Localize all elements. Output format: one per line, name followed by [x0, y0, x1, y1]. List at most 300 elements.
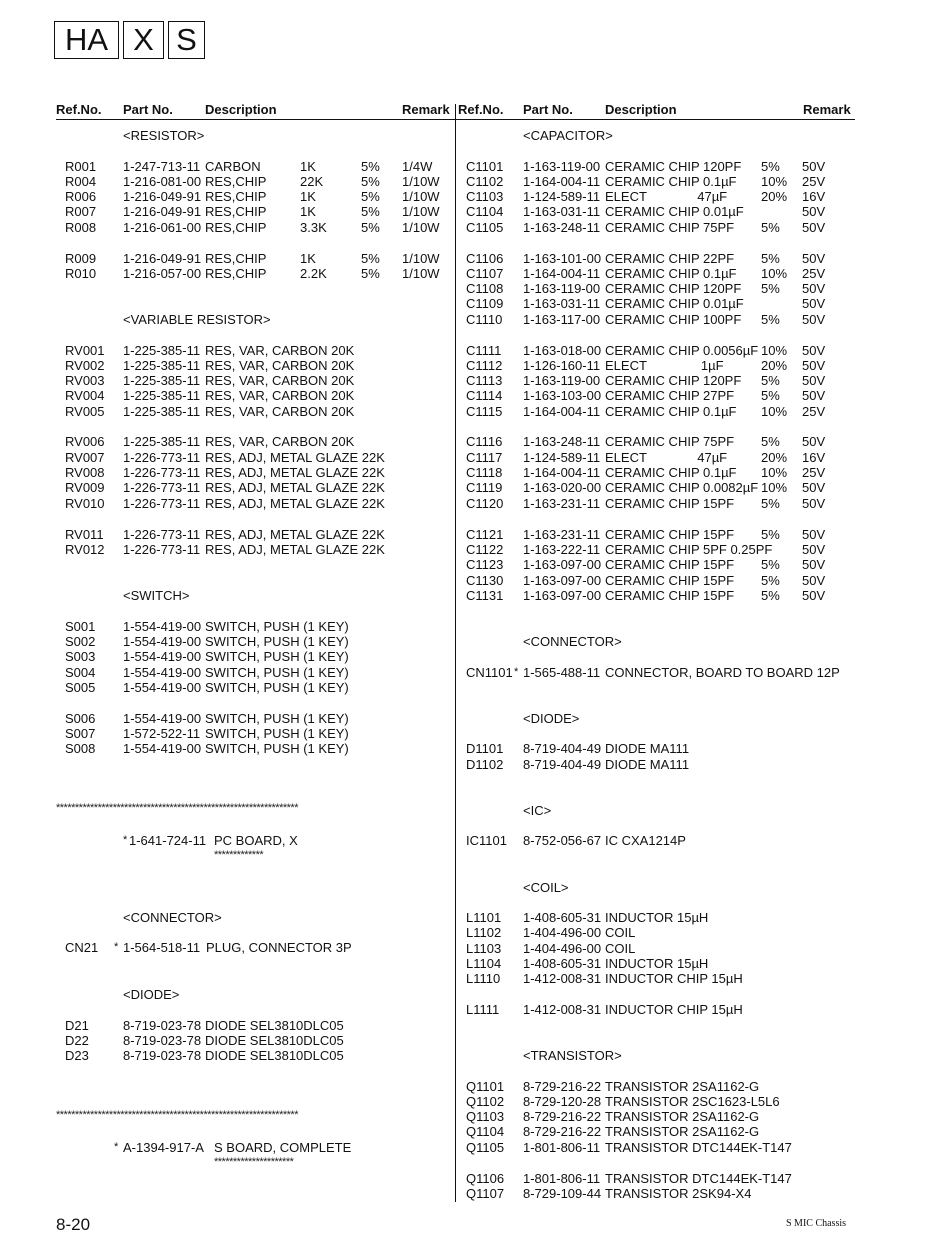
- ref-no: S002: [65, 634, 96, 649]
- part-no: 1-163-119-00: [523, 281, 601, 296]
- ref-no: RV001: [65, 343, 105, 358]
- tolerance: 5%: [761, 527, 780, 542]
- part-no: 1-641-724-11: [129, 833, 207, 848]
- ref-no: L1103: [466, 941, 502, 956]
- part-no: 8-719-023-78: [123, 1048, 202, 1063]
- ref-no: RV009: [65, 480, 105, 495]
- header-remark-right: Remark: [803, 102, 851, 117]
- description: CERAMIC CHIP 0.0082µF: [605, 480, 759, 495]
- tolerance: 20%: [761, 358, 788, 373]
- description: CERAMIC CHIP 0.1µF: [605, 465, 737, 480]
- ref-no: L1111: [466, 1002, 500, 1017]
- part-no: 1-163-097-00: [523, 588, 602, 603]
- ref-no: CN21: [65, 940, 99, 955]
- part-no: 1-408-605-31: [523, 910, 602, 925]
- part-no: 1-554-419-00: [123, 741, 202, 756]
- description: RES, ADJ, METAL GLAZE 22K: [205, 496, 385, 511]
- value: 3.3K: [300, 220, 327, 235]
- page-number: 8-20: [56, 1215, 91, 1234]
- ref-no: C1105: [466, 220, 504, 235]
- ref-no: C1121: [466, 527, 504, 542]
- ref-no: Q1103: [466, 1109, 505, 1124]
- voltage: 50V: [802, 557, 826, 572]
- section-title-coil: <COIL>: [523, 880, 569, 895]
- part-no: 8-752-056-67: [523, 833, 602, 848]
- service-mark-icon: *: [123, 834, 128, 846]
- description: SWITCH, PUSH (1 KEY): [205, 680, 349, 695]
- tolerance: 5%: [761, 251, 780, 266]
- voltage: 25V: [802, 266, 826, 281]
- underline-stars: *********************: [214, 1156, 294, 1168]
- service-mark-icon: *: [514, 666, 519, 678]
- ref-no: Q1101: [466, 1079, 505, 1094]
- part-no: 1-801-806-11: [523, 1140, 601, 1155]
- separator-line: ****************************************************************: [56, 802, 298, 814]
- description: CERAMIC CHIP 0.1µF: [605, 174, 737, 189]
- description: CERAMIC CHIP 120PF: [605, 159, 742, 174]
- ref-no: Q1106: [466, 1171, 505, 1186]
- voltage: 25V: [802, 404, 826, 419]
- ref-no: C1131: [466, 588, 504, 603]
- description: CERAMIC CHIP 0.1µF: [605, 404, 737, 419]
- description: RES, VAR, CARBON 20K: [205, 388, 355, 403]
- description: CERAMIC CHIP 22PF: [605, 251, 735, 266]
- header-desc-right: Description: [605, 102, 677, 117]
- description: SWITCH, PUSH (1 KEY): [205, 649, 349, 664]
- header-remark-left: Remark: [402, 102, 450, 117]
- voltage: 50V: [802, 373, 826, 388]
- part-no: 1-226-773-11: [123, 542, 201, 557]
- part-no: 1-163-103-00: [523, 388, 602, 403]
- ref-no: C1116: [466, 434, 503, 449]
- voltage: 50V: [802, 588, 826, 603]
- description: CERAMIC CHIP 15PF: [605, 588, 735, 603]
- description: TRANSISTOR DTC144EK-T147: [605, 1140, 792, 1155]
- description: RES, VAR, CARBON 20K: [205, 434, 355, 449]
- description: INDUCTOR 15µH: [605, 956, 709, 971]
- description: RES, VAR, CARBON 20K: [205, 373, 355, 388]
- description: ELECT 1µF: [605, 358, 724, 373]
- column-divider: [455, 104, 456, 1202]
- ref-no: C1106: [466, 251, 504, 266]
- part-no: 1-216-049-91: [123, 189, 202, 204]
- description: CERAMIC CHIP 5PF 0.25PF: [605, 542, 773, 557]
- tolerance: 10%: [761, 404, 788, 419]
- section-title-switch: <SWITCH>: [123, 588, 190, 603]
- description: CERAMIC CHIP 120PF: [605, 373, 742, 388]
- ref-no: Q1107: [466, 1186, 505, 1201]
- voltage: 25V: [802, 174, 826, 189]
- ref-no: Q1102: [466, 1094, 505, 1109]
- part-no: 8-729-216-22: [523, 1109, 602, 1124]
- ref-no: L1102: [466, 925, 502, 940]
- voltage: 50V: [802, 542, 826, 557]
- part-no: 1-225-385-11: [123, 373, 201, 388]
- description: INDUCTOR CHIP 15µH: [605, 971, 743, 986]
- part-no: 1-247-713-11: [123, 159, 201, 174]
- part-no: 8-729-216-22: [523, 1079, 602, 1094]
- description: TRANSISTOR 2SA1162-G: [605, 1124, 760, 1139]
- ref-no: C1110: [466, 312, 503, 327]
- part-no: 1-554-419-00: [123, 619, 202, 634]
- description: RES, ADJ, METAL GLAZE 22K: [205, 450, 385, 465]
- ref-no: C1101: [466, 159, 504, 174]
- part-no: 1-163-119-00: [523, 373, 601, 388]
- voltage: 50V: [802, 281, 826, 296]
- description: CERAMIC CHIP 15PF: [605, 573, 735, 588]
- rating: 1/10W: [402, 204, 440, 219]
- ref-no: CN1101: [466, 665, 513, 680]
- tab-s[interactable]: S: [168, 21, 205, 59]
- part-no: 8-719-404-49: [523, 757, 602, 772]
- tolerance: 5%: [761, 434, 780, 449]
- description: TRANSISTOR DTC144EK-T147: [605, 1171, 792, 1186]
- description: RES,CHIP: [205, 174, 267, 189]
- rating: 1/10W: [402, 266, 440, 281]
- value: 1K: [300, 159, 316, 174]
- part-no: 1-164-004-11: [523, 404, 601, 419]
- tab-x[interactable]: X: [123, 21, 164, 59]
- description: SWITCH, PUSH (1 KEY): [205, 665, 349, 680]
- part-no: 1-163-101-00: [523, 251, 602, 266]
- ref-no: RV007: [65, 450, 105, 465]
- part-no: 1-225-385-11: [123, 434, 201, 449]
- tolerance: 10%: [761, 174, 788, 189]
- ref-no: RV003: [65, 373, 105, 388]
- description: DIODE SEL3810DLC05: [205, 1018, 344, 1033]
- part-no: 8-729-216-22: [523, 1124, 602, 1139]
- board-tabs: [54, 21, 209, 59]
- tolerance: 5%: [761, 220, 780, 235]
- rating: 1/4W: [402, 159, 433, 174]
- ref-no: RV008: [65, 465, 105, 480]
- part-no: 1-225-385-11: [123, 358, 201, 373]
- description: DIODE MA111: [605, 741, 690, 756]
- ref-no: D21: [65, 1018, 89, 1033]
- part-no: 1-126-160-11: [523, 358, 601, 373]
- section-title-connector: <CONNECTOR>: [123, 910, 222, 925]
- part-no: 8-719-023-78: [123, 1033, 202, 1048]
- part-no: 1-164-004-11: [523, 174, 601, 189]
- part-no: 1-226-773-11: [123, 450, 201, 465]
- description: PC BOARD, X: [214, 833, 298, 848]
- ref-no: RV005: [65, 404, 105, 419]
- part-no: 1-565-488-11: [523, 665, 601, 680]
- description: CERAMIC CHIP 15PF: [605, 496, 735, 511]
- part-no: 1-163-222-11: [523, 542, 601, 557]
- part-no: 1-163-020-00: [523, 480, 602, 495]
- tolerance: 5%: [761, 388, 780, 403]
- description: TRANSISTOR 2SC1623-L5L6: [605, 1094, 780, 1109]
- ref-no: C1120: [466, 496, 504, 511]
- ref-no: S006: [65, 711, 96, 726]
- ref-no: L1104: [466, 956, 502, 971]
- tolerance: 5%: [361, 251, 380, 266]
- tolerance: 5%: [361, 204, 380, 219]
- description: RES,CHIP: [205, 220, 267, 235]
- description: S BOARD, COMPLETE: [214, 1140, 352, 1155]
- tolerance: 5%: [761, 588, 780, 603]
- description: COIL: [605, 925, 636, 940]
- tolerance: 10%: [761, 465, 788, 480]
- section-title-capacitor: <CAPACITOR>: [523, 128, 613, 143]
- voltage: 50V: [802, 527, 826, 542]
- description: CERAMIC CHIP 27PF: [605, 388, 735, 403]
- part-no: 1-404-496-00: [523, 941, 602, 956]
- value: 2.2K: [300, 266, 327, 281]
- part-no: 1-216-057-00: [123, 266, 202, 281]
- part-no: 1-163-248-11: [523, 434, 601, 449]
- part-no: 1-124-589-11: [523, 189, 601, 204]
- service-mark-icon: *: [114, 1141, 119, 1153]
- value: 1K: [300, 189, 316, 204]
- voltage: 50V: [802, 204, 826, 219]
- tolerance: 5%: [361, 189, 380, 204]
- description: PLUG, CONNECTOR 3P: [206, 940, 352, 955]
- tolerance: 5%: [761, 373, 780, 388]
- tolerance: 5%: [361, 159, 380, 174]
- description: ELECT 47µF: [605, 189, 728, 204]
- description: RES, VAR, CARBON 20K: [205, 358, 355, 373]
- part-no: 1-226-773-11: [123, 465, 201, 480]
- description: RES, ADJ, METAL GLAZE 22K: [205, 527, 385, 542]
- voltage: 50V: [802, 159, 826, 174]
- ref-no: C1130: [466, 573, 504, 588]
- part-no: 1-226-773-11: [123, 480, 201, 495]
- part-no: 1-163-117-00: [523, 312, 601, 327]
- part-no: 1-163-119-00: [523, 159, 601, 174]
- ref-no: C1112: [466, 358, 503, 373]
- part-no: 1-163-248-11: [523, 220, 601, 235]
- ref-no: C1102: [466, 174, 504, 189]
- voltage: 50V: [802, 573, 826, 588]
- tolerance: 5%: [361, 220, 380, 235]
- description: RES,CHIP: [205, 204, 267, 219]
- part-no: 1-164-004-11: [523, 266, 601, 281]
- tolerance: 5%: [361, 174, 380, 189]
- voltage: 25V: [802, 465, 826, 480]
- description: SWITCH, PUSH (1 KEY): [205, 634, 349, 649]
- description: RES, ADJ, METAL GLAZE 22K: [205, 542, 385, 557]
- ref-no: C1103: [466, 189, 504, 204]
- part-no: 1-801-806-11: [523, 1171, 601, 1186]
- part-no: 1-163-097-00: [523, 557, 602, 572]
- part-no: A-1394-917-A: [123, 1140, 204, 1155]
- part-no: 1-225-385-11: [123, 343, 201, 358]
- part-no: 8-719-404-49: [523, 741, 602, 756]
- section-title-resistor: <RESISTOR>: [123, 128, 205, 143]
- voltage: 50V: [802, 434, 826, 449]
- ref-no: C1109: [466, 296, 504, 311]
- description: CERAMIC CHIP 75PF: [605, 434, 735, 449]
- description: CERAMIC CHIP 100PF: [605, 312, 742, 327]
- header-ref-right: Ref.No.: [458, 102, 504, 117]
- ref-no: S004: [65, 665, 96, 680]
- voltage: 50V: [802, 312, 826, 327]
- part-no: 1-554-419-00: [123, 665, 202, 680]
- part-no: 1-225-385-11: [123, 388, 201, 403]
- ref-no: L1110: [466, 971, 501, 986]
- description: CERAMIC CHIP 0.1µF: [605, 266, 737, 281]
- ref-no: IC1101: [466, 833, 507, 848]
- section-title-ic: <IC>: [523, 803, 552, 818]
- ref-no: R004: [65, 174, 97, 189]
- part-no: 1-554-419-00: [123, 711, 202, 726]
- ref-no: D1101: [466, 741, 504, 756]
- part-no: 1-163-031-11: [523, 204, 601, 219]
- tolerance: 10%: [761, 343, 788, 358]
- part-no: 1-408-605-31: [523, 956, 602, 971]
- part-no: 1-164-004-11: [523, 465, 601, 480]
- part-no: 8-719-023-78: [123, 1018, 202, 1033]
- section-title-diode: <DIODE>: [123, 987, 180, 1002]
- description: RES, VAR, CARBON 20K: [205, 343, 355, 358]
- tolerance: 5%: [361, 266, 380, 281]
- description: CERAMIC CHIP 0.0056µF: [605, 343, 759, 358]
- description: CERAMIC CHIP 120PF: [605, 281, 742, 296]
- chassis-name: S MIC Chassis: [786, 1218, 847, 1229]
- description: RES, ADJ, METAL GLAZE 22K: [205, 480, 385, 495]
- tolerance: 20%: [761, 189, 788, 204]
- ref-no: C1117: [466, 450, 503, 465]
- ref-no: RV002: [65, 358, 105, 373]
- ref-no: R008: [65, 220, 97, 235]
- part-no: 1-163-231-11: [523, 527, 601, 542]
- tolerance: 5%: [761, 496, 780, 511]
- ref-no: C1115: [466, 404, 503, 419]
- tolerance: 5%: [761, 159, 780, 174]
- header-part-left: Part No.: [123, 102, 173, 117]
- ref-no: C1114: [466, 388, 503, 403]
- part-no: 1-124-589-11: [523, 450, 601, 465]
- ref-no: S001: [65, 619, 96, 634]
- ref-no: C1113: [466, 373, 503, 388]
- description: CERAMIC CHIP 0.01µF: [605, 296, 744, 311]
- section-title-variable-resistor: <VARIABLE RESISTOR>: [123, 312, 271, 327]
- description: INDUCTOR CHIP 15µH: [605, 1002, 743, 1017]
- ref-no: Q1105: [466, 1140, 505, 1155]
- description: DIODE SEL3810DLC05: [205, 1033, 344, 1048]
- ref-no: RV010: [65, 496, 105, 511]
- part-no: 1-225-385-11: [123, 404, 201, 419]
- section-title-transistor: <TRANSISTOR>: [523, 1048, 622, 1063]
- part-no: 1-226-773-11: [123, 496, 201, 511]
- part-no: 1-216-081-00: [123, 174, 202, 189]
- separator-line: ****************************************************************: [56, 1109, 298, 1121]
- tolerance: 5%: [761, 281, 780, 296]
- section-title-diode: <DIODE>: [523, 711, 580, 726]
- description: CERAMIC CHIP 15PF: [605, 527, 735, 542]
- voltage: 50V: [802, 296, 826, 311]
- part-no: 1-163-031-11: [523, 296, 601, 311]
- part-no: 1-572-522-11: [123, 726, 201, 741]
- part-no: 1-554-419-00: [123, 634, 202, 649]
- ref-no: C1107: [466, 266, 504, 281]
- header-ref-left: Ref.No.: [56, 102, 102, 117]
- part-no: 1-412-008-31: [523, 971, 602, 986]
- ref-no: R001: [65, 159, 97, 174]
- ref-no: D1102: [466, 757, 504, 772]
- ref-no: R006: [65, 189, 97, 204]
- description: CONNECTOR, BOARD TO BOARD 12P: [605, 665, 840, 680]
- ref-no: RV004: [65, 388, 105, 403]
- description: SWITCH, PUSH (1 KEY): [205, 726, 349, 741]
- description: TRANSISTOR 2SK94-X4: [605, 1186, 752, 1201]
- ref-no: S005: [65, 680, 96, 695]
- ref-no: RV011: [65, 527, 104, 542]
- description: SWITCH, PUSH (1 KEY): [205, 711, 349, 726]
- underline-stars: *************: [214, 849, 264, 861]
- description: DIODE SEL3810DLC05: [205, 1048, 344, 1063]
- description: CERAMIC CHIP 15PF: [605, 557, 735, 572]
- ref-no: C1111: [466, 343, 502, 358]
- part-no: 8-729-120-28: [523, 1094, 602, 1109]
- ref-no: RV012: [65, 542, 105, 557]
- ref-no: C1104: [466, 204, 504, 219]
- rating: 1/10W: [402, 174, 440, 189]
- ref-no: S008: [65, 741, 96, 756]
- description: ELECT 47µF: [605, 450, 728, 465]
- part-no: 1-216-049-91: [123, 251, 202, 266]
- voltage: 50V: [802, 496, 826, 511]
- description: IC CXA1214P: [605, 833, 686, 848]
- tab-ha[interactable]: HA: [54, 21, 119, 59]
- tolerance: 20%: [761, 450, 788, 465]
- part-no: 1-554-419-00: [123, 680, 202, 695]
- part-no: 1-163-231-11: [523, 496, 601, 511]
- tolerance: 10%: [761, 266, 788, 281]
- description: SWITCH, PUSH (1 KEY): [205, 619, 349, 634]
- header-desc-left: Description: [205, 102, 277, 117]
- description: RES,CHIP: [205, 251, 267, 266]
- description: TRANSISTOR 2SA1162-G: [605, 1109, 760, 1124]
- ref-no: S007: [65, 726, 96, 741]
- ref-no: C1123: [466, 557, 504, 572]
- description: CERAMIC CHIP 75PF: [605, 220, 735, 235]
- description: RES, VAR, CARBON 20K: [205, 404, 355, 419]
- ref-no: D22: [65, 1033, 89, 1048]
- voltage: 16V: [802, 450, 826, 465]
- rating: 1/10W: [402, 251, 440, 266]
- ref-no: R009: [65, 251, 97, 266]
- ref-no: D23: [65, 1048, 89, 1063]
- voltage: 50V: [802, 220, 826, 235]
- value: 1K: [300, 251, 316, 266]
- tolerance: 5%: [761, 573, 780, 588]
- ref-no: C1108: [466, 281, 504, 296]
- voltage: 50V: [802, 358, 826, 373]
- description: SWITCH, PUSH (1 KEY): [205, 741, 349, 756]
- rating: 1/10W: [402, 220, 440, 235]
- part-no: 1-564-518-11: [123, 940, 201, 955]
- voltage: 50V: [802, 251, 826, 266]
- description: CARBON: [205, 159, 261, 174]
- ref-no: S003: [65, 649, 96, 664]
- part-no: 8-729-109-44: [523, 1186, 602, 1201]
- rating: 1/10W: [402, 189, 440, 204]
- description: TRANSISTOR 2SA1162-G: [605, 1079, 760, 1094]
- ref-no: Q1104: [466, 1124, 505, 1139]
- description: RES, ADJ, METAL GLAZE 22K: [205, 465, 385, 480]
- tolerance: 10%: [761, 480, 788, 495]
- ref-no: R010: [65, 266, 97, 281]
- part-no: 1-216-049-91: [123, 204, 202, 219]
- description: CERAMIC CHIP 0.01µF: [605, 204, 744, 219]
- voltage: 50V: [802, 388, 826, 403]
- ref-no: R007: [65, 204, 97, 219]
- part-no: 1-554-419-00: [123, 649, 202, 664]
- part-no: 1-404-496-00: [523, 925, 602, 940]
